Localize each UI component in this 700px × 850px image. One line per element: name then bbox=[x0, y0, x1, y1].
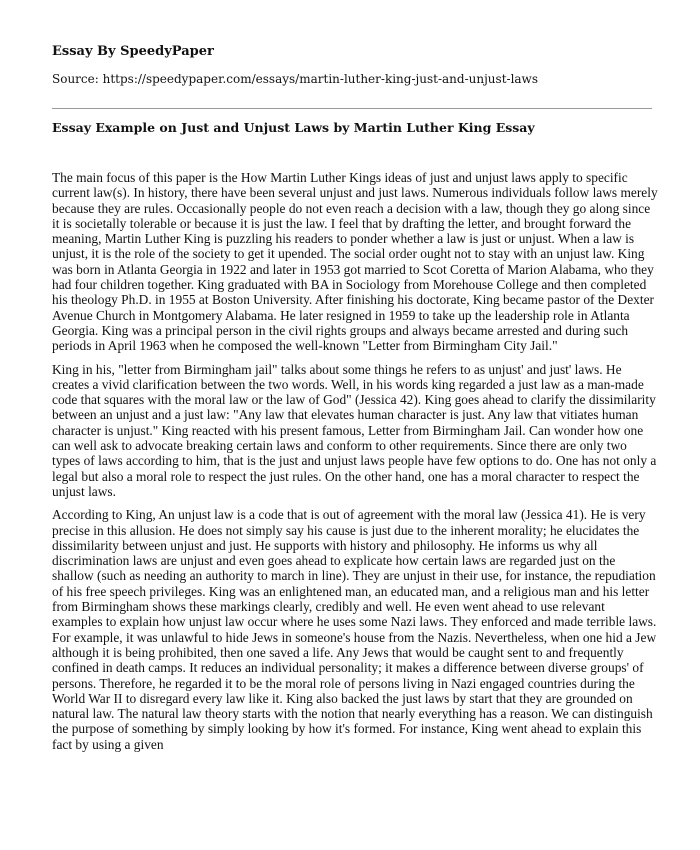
essay-title: Essay Example on Just and Unjust Laws by Martin Luther King Essay bbox=[52, 120, 535, 135]
source-line bbox=[52, 72, 538, 86]
document-header-title: Essay By SpeedyPaper bbox=[52, 44, 214, 59]
essay-paragraph: King in his, "letter from Birmingham jail" talks about some things he refers to as unjust' and just' laws. He creates a vivid clarification between the two words. Well, in his words king regarded a just law as a man-made code that squares with the moral law or the law of God" (Jessica 42). King goes ahead to clarify the dissimilarity between an unjust and a just law: "Any law that elevates human character is just. Any law that vitiates human character is unjust." King reacted with his present famous, Letter from Birmingham Jail. Can wonder how one can well ask to advocate breaking certain laws and conform to other requirements. Since there are only two types of laws according to him, that is the just and unjust laws people have few options to do. One has not only a legal but also a moral role to respect the just rules. On the other hand, one has a moral character to respect the unjust laws. bbox=[52, 361, 657, 499]
essay-paragraph: The main focus of this paper is the How Martin Luther Kings ideas of just and unjust laws apply to specific current law(s). In history, there have been several unjust and just laws. Numerous individuals follow laws merely because they are rules. Occasionally people do not even reach a decision with a law, though they go along since it is societally tolerable or because it is just the law. I feel that by drafting the letter, and brought forward the meaning, Martin Luther King is puzzling his readers to ponder whether a law is just or unjust. When a law is unjust, it is the role of the society to get it upended. The social order ought not to stay with an unjust law. King was born in Atlanta Georgia in 1922 and later in 1953 got married to Scot Coretta of Marion Alabama, who they had four children together. King graduated with BA in Sociology from Morehouse College and then completed his theology Ph.D. in 1955 at Boston University. After finishing his doctorate, King became pastor of the Dexter Avenue Church in Montgomery Alabama. He later resigned in 1959 to take up the leadership role in Atlanta Georgia. King was a principal person in the civil rights groups and always became arrested and during such periods in April 1963 when he composed the well-known "Letter from Birmingham City Jail." bbox=[52, 170, 658, 354]
header-divider bbox=[52, 108, 652, 109]
source-label: Source: bbox=[52, 72, 99, 86]
essay-paragraph: According to King, An unjust law is a code that is out of agreement with the moral law (Jessica 41). He is very precise in this allusion. He does not simply say his cause is just due to the inherent morality; he elucidates the dissimilarity between unjust and just. He supports with history and philosophy. He informs us why all discrimination laws are unjust and even goes ahead to explicate how certain laws are regarded just on the shallow (such as needing an authority to march in line). They are unjust in their use, for instance, the repudiation of his free speech privileges. King was an enlightened man, an educated man, and a religious man and his letter from Birmingham shows these markings clearly, credibly and well. He even went ahead to use relevant examples to explain how unjust law occur where he uses some Nazi laws. They enforced and made terrible laws. For example, it was unlawful to hide Jews in someone's house from the Nazis. Nevertheless, when one hid a Jew although it is being prohibited, then one saved a life. Any Jews that would be caught sent to and frequently confined in death camps. It reduces an individual personality; it makes a difference between diverse groups' of persons. Therefore, he regarded it to be the moral role of persons living in Nazi engaged countries during the World War II to disregard every law like it. King also backed the just laws by start that they are grounded on natural law. The natural law theory starts with the notion that nearly everything has a reason. We can distinguish the purpose of something by simply looking by how it's formed. For instance, King went ahead to explain this fact by using a given bbox=[52, 507, 657, 752]
source-url: https://speedypaper.com/essays/martin-luther-king-just-and-unjust-laws bbox=[102, 72, 538, 86]
essay-body bbox=[52, 170, 658, 760]
